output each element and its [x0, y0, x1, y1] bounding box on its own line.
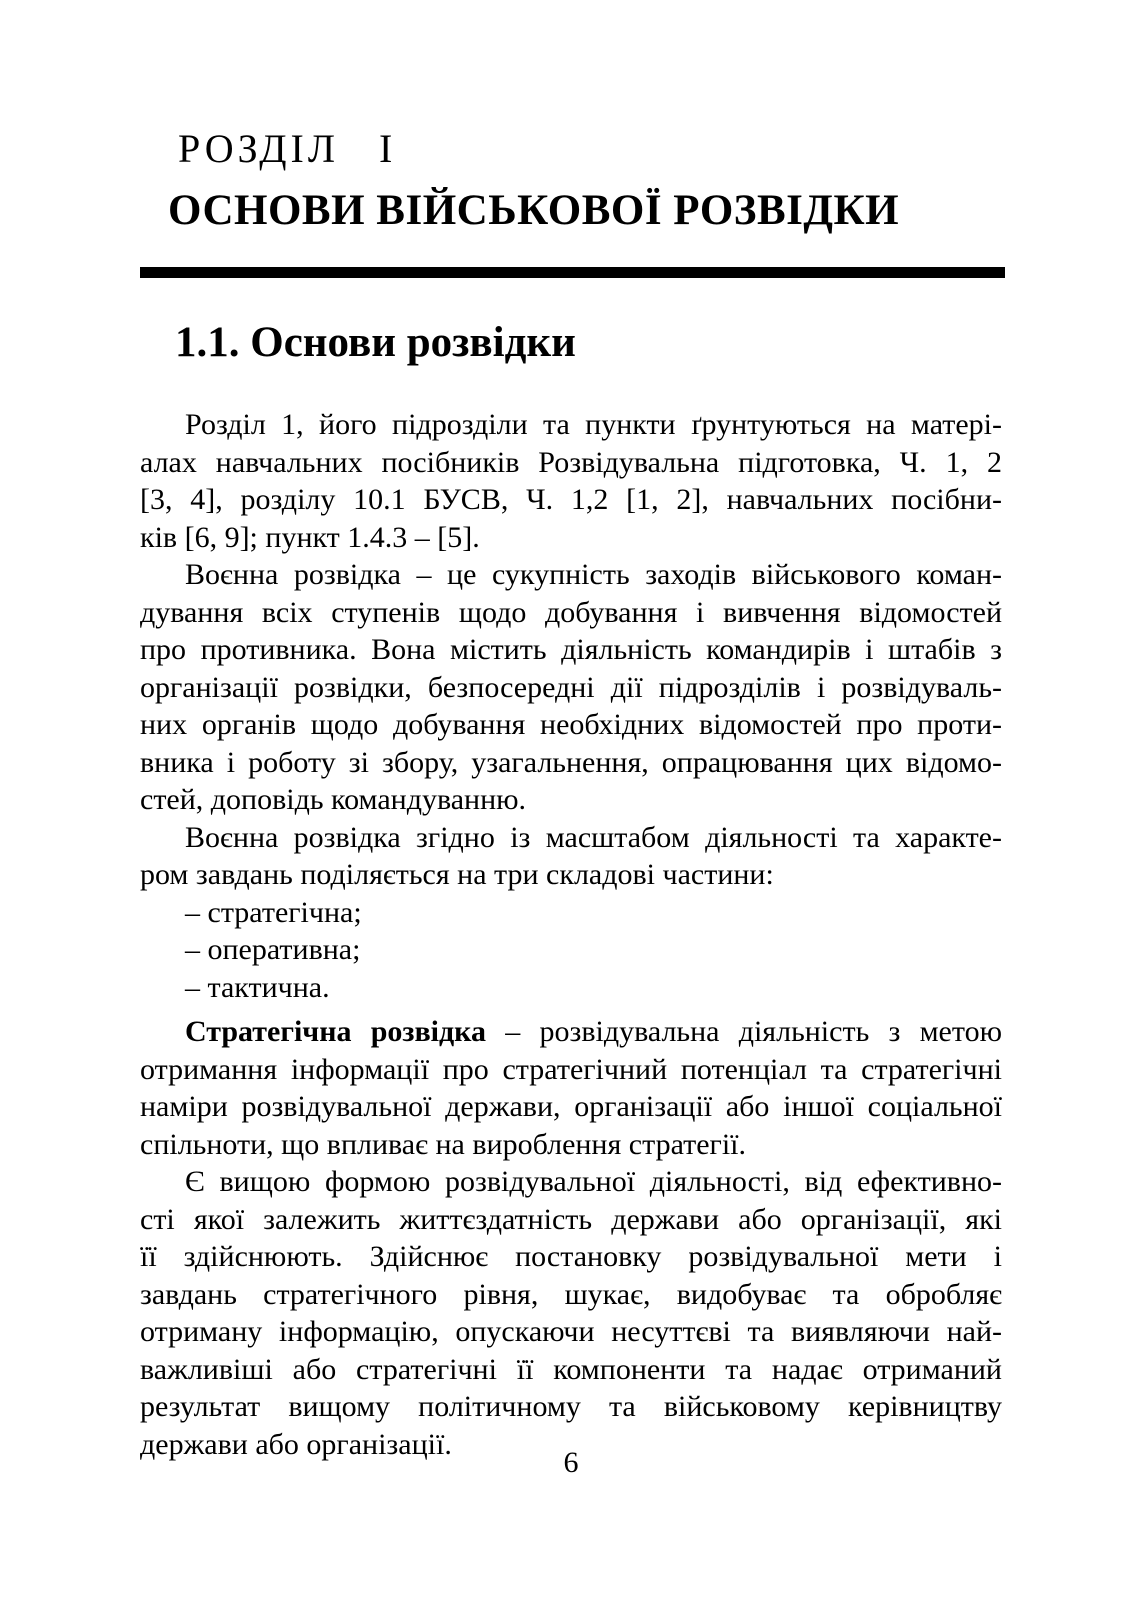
body-text	[140, 406, 1002, 1463]
text-line: алах навчальних посібників Розвідувальна підготовка, Ч. 1, 2	[140, 445, 1002, 479]
text-line: – стратегічна;	[185, 895, 362, 929]
paragraph	[140, 819, 1002, 894]
section-title: 1.1. Основи розвідки	[175, 319, 576, 366]
text-line: – тактична.	[185, 970, 330, 1004]
text-line: сті якої залежить життєздатність держави або організації, які	[140, 1202, 1002, 1236]
text-line: результат вищому політичному та військовому керівництву	[140, 1390, 1002, 1423]
list	[140, 894, 1002, 1007]
text-line: про противника. Вона містить діяльність командирів і штабів з	[140, 633, 1002, 666]
text-line: [3, 4], розділу 10.1 БУСВ, Ч. 1,2 [1, 2], навчальних посібни-	[140, 483, 1002, 516]
paragraph	[140, 556, 1002, 819]
text-line: ків [6, 9]; пункт 1.4.3 – [5].	[140, 520, 480, 554]
text-line: Розділ 1, його підрозділи та пункти ґрунтуються на матері-	[185, 408, 1002, 441]
text-line: – оперативна;	[185, 933, 361, 966]
text-line: них органів щодо добування необхідних відомостей про проти-	[140, 708, 1002, 741]
text-line: важливіші або стратегічні її компоненти та надає отриманий	[140, 1352, 1002, 1386]
text-line: дування всіх ступенів щодо добування і вивчення відомостей	[140, 595, 1002, 629]
section-divider-rule	[140, 267, 1005, 278]
text-line: спільноти, що впливає на вироблення стратегії.	[140, 1127, 747, 1161]
text-line: Воєнна розвідка згідно із масштабом діяльності та характе-	[185, 820, 1002, 854]
text-line: отримання інформації про стратегічний потенціал та стратегічні	[140, 1052, 1002, 1086]
text-line: стей, доповідь командуванню.	[140, 783, 527, 816]
text-line: Воєнна розвідка – це сукупність заходів військового коман-	[185, 558, 1002, 591]
paragraph	[140, 1163, 1002, 1463]
text-line: організації розвідки, безпосередні дії підрозділів і розвідуваль-	[140, 670, 1002, 704]
paragraph	[140, 406, 1002, 556]
chapter-label: РОЗДІЛ І	[178, 126, 397, 171]
text-line: отриману інформацію, опускаючи несуттєві та виявляючи най-	[140, 1315, 1002, 1348]
text-line: Є вищою формою розвідувальної діяльності, від ефективно-	[185, 1165, 1002, 1198]
bold-term: Стратегічна розвідка	[185, 1015, 487, 1048]
text-line: її здійснюють. Здійснює постановку розвідувальної мети і	[140, 1240, 1002, 1273]
text-line: завдань стратегічного рівня, шукає, видобуває та обробляє	[140, 1277, 1002, 1311]
text-line: вника і роботу зі збору, узагальнення, опрацювання цих відомо-	[140, 745, 1002, 779]
text-line: наміри розвідувальної держави, організації або іншої соціальної	[140, 1090, 1002, 1123]
paragraph	[140, 1013, 1002, 1163]
chapter-title: ОСНОВИ ВІЙСЬКОВОЇ РОЗВІДКИ	[168, 187, 900, 234]
text-line: Стратегічна розвідка – розвідувальна діяльність з метою	[185, 1015, 1002, 1048]
text-line: держави або організації.	[140, 1427, 452, 1461]
text-line: ром завдань поділяється на три складові частини:	[140, 858, 774, 891]
page-number: 6	[563, 1446, 579, 1479]
